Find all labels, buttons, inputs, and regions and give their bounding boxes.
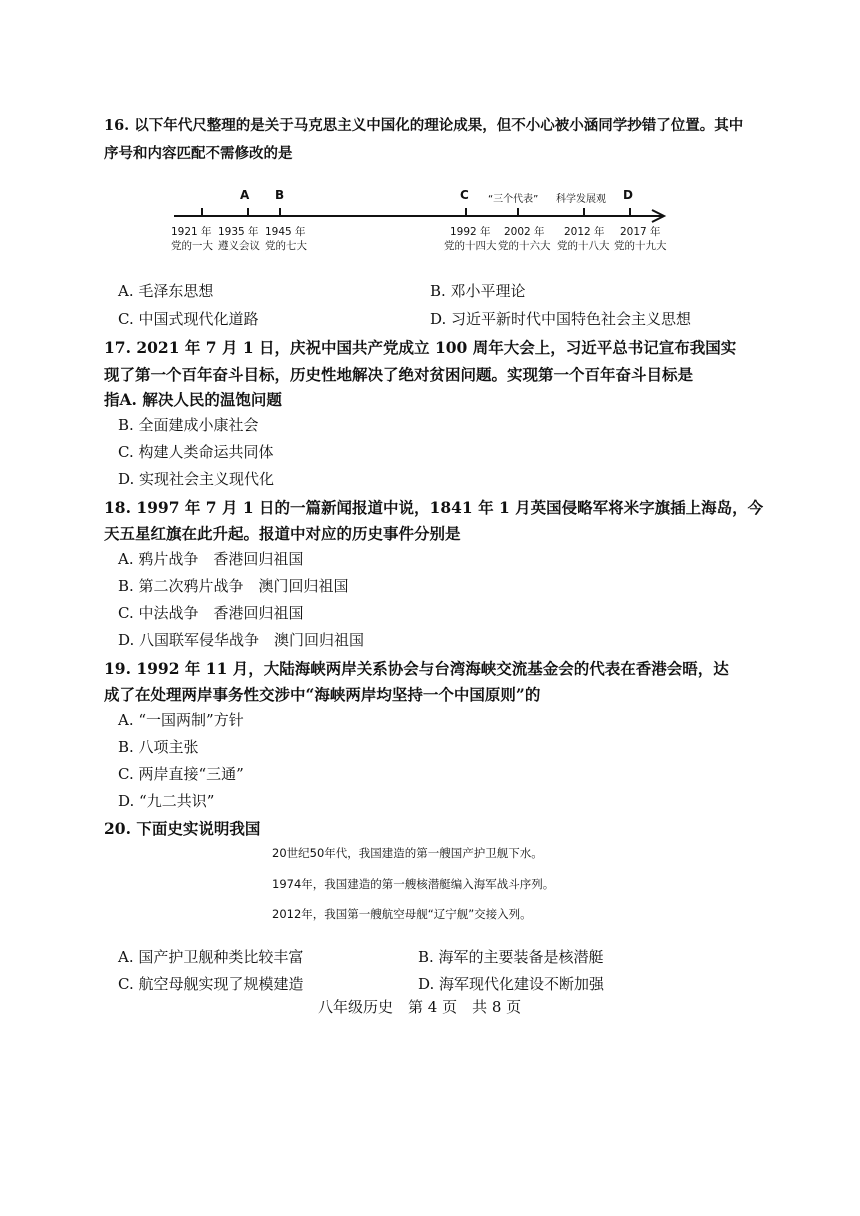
q18-stem-line2: 天五星红旗在此升起。报道中对应的历史事件分别是 xyxy=(104,524,461,543)
tick-event-1945: 党的七大 xyxy=(265,240,307,252)
q18-option-c: C. 中法战争 香港回归祖国 xyxy=(118,604,304,622)
q19-option-c: C. 两岸直接“三通” xyxy=(118,765,244,783)
q19-stem-line2: 成了在处理两岸事务性交涉中“海峡两岸均坚持一个中国原则”的 xyxy=(104,685,541,704)
q17-option-d: D. 实现社会主义现代化 xyxy=(118,470,275,488)
q19-option-a: A. “一国两制”方针 xyxy=(118,711,244,729)
tick-year-1992: 1992 年 xyxy=(450,226,491,238)
q16-option-c: C. 中国式现代化道路 xyxy=(118,310,259,328)
tick-event-1935: 遵义会议 xyxy=(218,240,260,252)
q20-fact-1: 20世纪50年代，我国建造的第一艘国产护卫舰下水。 xyxy=(272,846,543,860)
tick-year-2017: 2017 年 xyxy=(620,226,661,238)
tick-event-2017: 党的十九大 xyxy=(614,240,667,252)
tick-event-1992: 党的十四大 xyxy=(444,240,497,252)
timeline-label-three-represents: “三个代表” xyxy=(488,194,539,205)
tick-year-1921: 1921 年 xyxy=(171,226,212,238)
q16-stem-line2: 序号和内容匹配不需修改的是 xyxy=(104,145,293,162)
tick-event-1921: 党的一大 xyxy=(171,240,213,252)
timeline-label-d: D xyxy=(623,188,633,202)
q16-option-d: D. 习近平新时代中国特色社会主义思想 xyxy=(430,310,692,328)
q19-option-b: B. 八项主张 xyxy=(118,738,199,756)
tick-year-2002: 2002 年 xyxy=(504,226,545,238)
q17-stem-line2: 现了第一个百年奋斗目标，历史性地解决了绝对贫困问题。实现第一个百年奋斗目标是 xyxy=(104,365,694,384)
q20-option-c: C. 航空母舰实现了规模建造 xyxy=(118,975,304,993)
q18-option-b: B. 第二次鸦片战争 澳门回归祖国 xyxy=(118,577,349,595)
tick-year-2012: 2012 年 xyxy=(564,226,605,238)
timeline-label-a: A xyxy=(240,188,250,202)
q18-stem-line1: 18. 1997 年 7 月 1 日的一篇新闻报道中说，1841 年 1 月英国侵略军将米字旗插上海岛，今 xyxy=(104,498,764,517)
tick-event-2002: 党的十六大 xyxy=(498,240,551,252)
q16-option-b: B. 邓小平理论 xyxy=(430,282,526,300)
q16-option-a: A. 毛泽东思想 xyxy=(118,282,214,300)
q19-stem-line1: 19. 1992 年 11 月，大陆海峡两岸关系协会与台湾海峡交流基金会的代表在香港会晤，达 xyxy=(104,659,729,678)
q20-option-d: D. 海军现代化建设不断加强 xyxy=(418,975,605,993)
timeline-label-b: B xyxy=(275,188,285,202)
q17-stem-line3: 指A. 解决人民的温饱问题 xyxy=(104,390,282,409)
q20-fact-2: 1974年，我国建造的第一艘核潜艇编入海军战斗序列。 xyxy=(272,877,555,891)
q20-option-a: A. 国产护卫舰种类比较丰富 xyxy=(118,948,304,966)
q19-option-d: D. “九二共识” xyxy=(118,792,215,810)
timeline-label-c: C xyxy=(460,188,469,202)
q20-stem-line1: 20. 下面史实说明我国 xyxy=(104,819,261,838)
q20-option-b: B. 海军的主要装备是核潜艇 xyxy=(418,948,604,966)
q16-stem-line1: 16. 以下年代尺整理的是关于马克思主义中国化的理论成果，但不小心被小涵同学抄错了位置。其中 xyxy=(104,117,744,134)
timeline-label-scientific-outlook: 科学发展观 xyxy=(556,194,606,205)
q20-fact-3: 2012年，我国第一艘航空母舰“辽宁舰”交接入列。 xyxy=(272,907,532,921)
q17-option-c: C. 构建人类命运共同体 xyxy=(118,443,274,461)
page-footer: 八年级历史 第 4 页 共 8 页 xyxy=(318,998,522,1016)
q17-option-b: B. 全面建成小康社会 xyxy=(118,416,259,434)
q18-option-d: D. 八国联军侵华战争 澳门回归祖国 xyxy=(118,631,365,649)
tick-year-1935: 1935 年 xyxy=(218,226,259,238)
tick-event-2012: 党的十八大 xyxy=(557,240,610,252)
q18-option-a: A. 鸦片战争 香港回归祖国 xyxy=(118,550,304,568)
tick-year-1945: 1945 年 xyxy=(265,226,306,238)
q17-stem-line1: 17. 2021 年 7 月 1 日，庆祝中国共产党成立 100 周年大会上，习近平总书记宣布我国实 xyxy=(104,338,737,357)
